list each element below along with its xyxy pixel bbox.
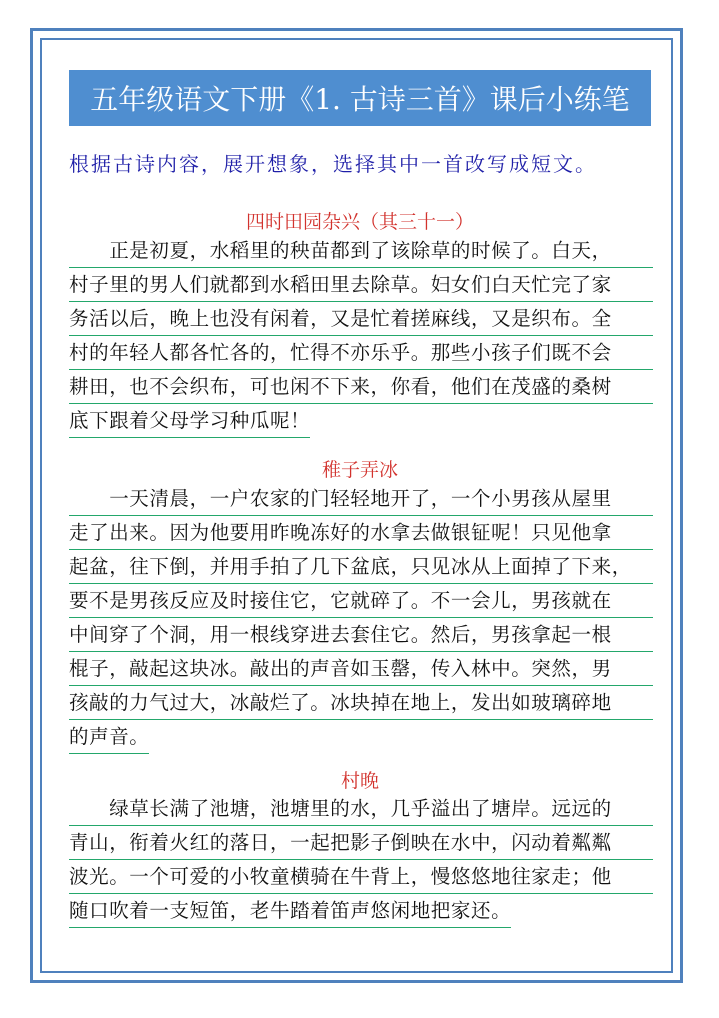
text-line: 青山，衔着火红的落日，一起把影子倒映在水中，闪动着粼粼: [69, 826, 653, 860]
text-line: 起盆，往下倒，并用手拍了几下盆底，只见冰从上面掉了下来，: [69, 550, 653, 584]
text-line: 要不是男孩反应及时接住它，它就碎了。不一会儿，男孩就在: [69, 584, 653, 618]
text-line: 务活以后，晚上也没有闲着，又是忙着搓麻线，又是织布。全: [69, 302, 653, 336]
section-text-zhizi: [69, 482, 653, 765]
text-line: 正是初夏，水稻里的秧苗都到了该除草的时候了。白天，: [69, 234, 653, 268]
text-line: 波光。一个可爱的小牧童横骑在牛背上，慢悠悠地往家走；他: [69, 860, 653, 894]
text-line: 一天清晨，一户农家的门轻轻地开了，一个小男孩从屋里: [69, 482, 653, 516]
text-line: 耕田，也不会织布，可也闲不下来，你看，他们在茂盛的桑树: [69, 370, 653, 404]
section-title-cunwan: 村晚: [340, 770, 379, 792]
text-line: 孩敲的力气过大，冰敲烂了。冰块掉在地上，发出如玻璃碎地: [69, 686, 653, 720]
text-line: 村子里的男人们就都到水稻田里去除草。妇女们白天忙完了家: [69, 268, 653, 302]
text-line: 绿草长满了池塘，池塘里的水，几乎溢出了塘岸。远远的: [69, 792, 653, 826]
section-text-sishi: [69, 234, 653, 449]
text-line: 的声音。: [69, 720, 149, 754]
text-line: 棍子，敲起这块冰。敲出的声音如玉罄，传入林中。突然，男: [69, 652, 653, 686]
section-text-cunwan: [69, 792, 653, 939]
section-title-zhizi: 稚子弄冰: [321, 459, 398, 481]
text-line: 随口吹着一支短笛，老牛踏着笛声悠闲地把家还。: [69, 894, 511, 928]
section-title-sishi: 四时田园杂兴（其三十一）: [245, 211, 474, 233]
page-title: 五年级语文下册《1. 古诗三首》课后小练笔: [69, 70, 651, 126]
instruction-text: 根据古诗内容，展开想象，选择其中一首改写成短文。: [69, 152, 597, 176]
text-line: 村的年轻人都各忙各的，忙得不亦乐乎。那些小孩子们既不会: [69, 336, 653, 370]
text-line: 中间穿了个洞，用一根线穿进去套住它。然后，男孩拿起一根: [69, 618, 653, 652]
text-line: 底下跟着父母学习种瓜呢！: [69, 404, 310, 438]
text-line: 走了出来。因为他要用昨晚冻好的水拿去做银钲呢！只见他拿: [69, 516, 653, 550]
